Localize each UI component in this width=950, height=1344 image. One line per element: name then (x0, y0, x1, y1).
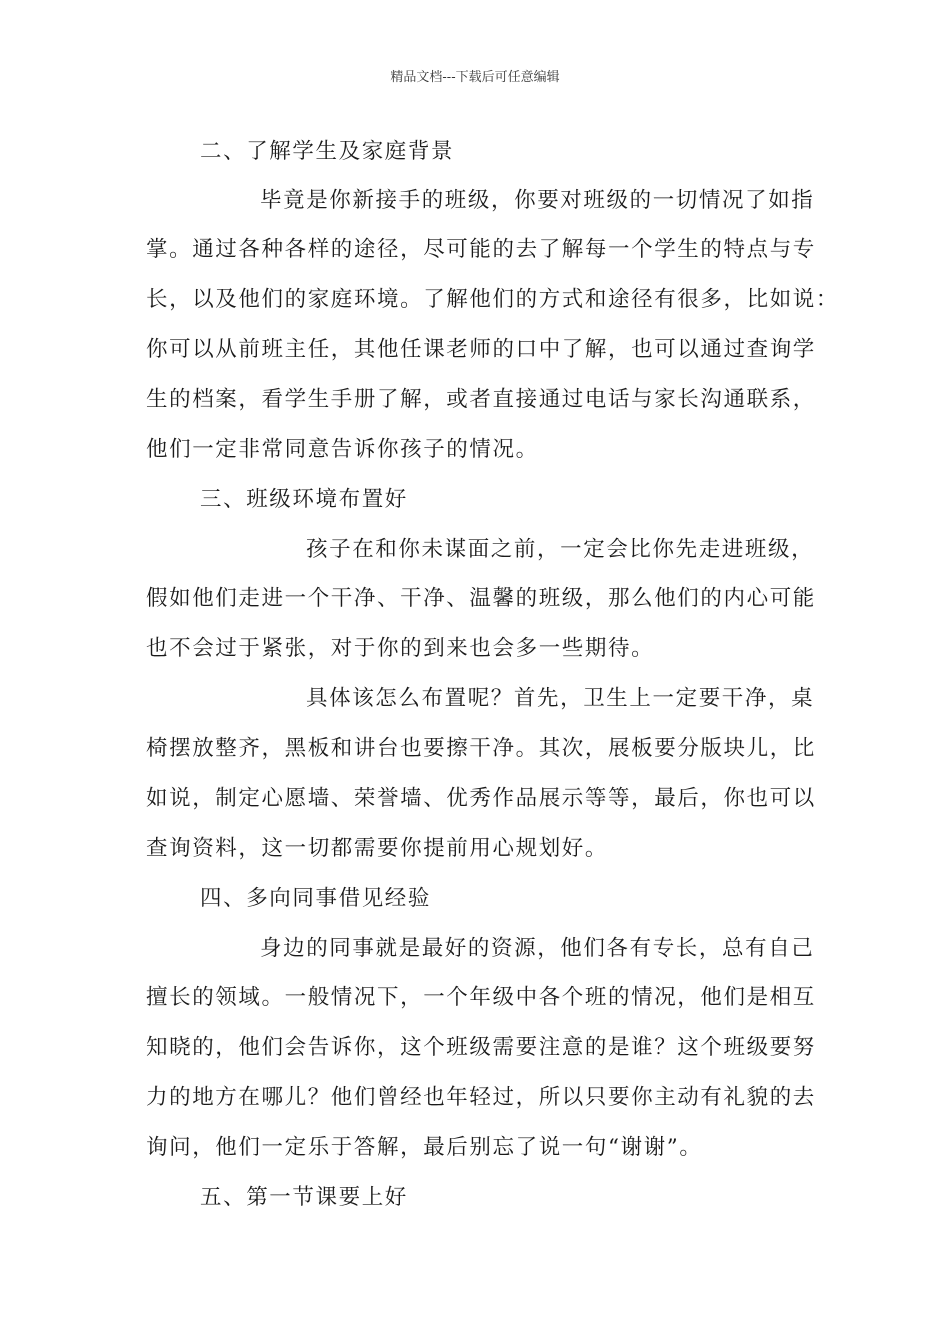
page-header: 精品文档---下载后可任意编辑 (390, 70, 560, 85)
paragraph-line: 力的地方在哪儿？他们曾经也年轻过，所以只要你主动有礼貌的去 (146, 1085, 816, 1110)
paragraph-line: 如说，制定心愿墙、荣誉墙、优秀作品展示等等，最后，你也可以 (146, 786, 816, 811)
paragraph-line: 也不会过于紧张，对于你的到来也会多一些期待。 (146, 636, 655, 661)
paragraph-line: 长，以及他们的家庭环境。了解他们的方式和途径有很多，比如说： (146, 287, 840, 312)
paragraph-line: 掌。通过各种各样的途径，尽可能的去了解每一个学生的特点与专 (146, 237, 816, 262)
paragraph-line: 生的档案，看学生手册了解，或者直接通过电话与家长沟通联系， (146, 387, 816, 412)
paragraph-line: 擅长的领域。一般情况下，一个年级中各个班的情况，他们是相互 (146, 985, 816, 1010)
paragraph-line: 假如他们走进一个干净、干净、温馨的班级，那么他们的内心可能 (146, 586, 816, 611)
paragraph-line: 查询资料，这一切都需要你提前用心规划好。 (146, 836, 609, 861)
paragraph-line: 椅摆放整齐，黑板和讲台也要擦干净。其次，展板要分版块儿，比 (146, 736, 816, 761)
paragraph-line: 你可以从前班主任，其他任课老师的口中了解，也可以通过查询学 (146, 337, 816, 362)
paragraph-line: 他们一定非常同意告诉你孩子的情况。 (146, 437, 539, 462)
section-heading-3: 三、班级环境布置好 (200, 487, 408, 512)
section-heading-2: 二、了解学生及家庭背景 (200, 139, 455, 164)
paragraph-line: 身边的同事就是最好的资源，他们各有专长，总有自己 (260, 936, 815, 961)
paragraph-line: 具体该怎么布置呢？首先，卫生上一定要干净，桌 (306, 686, 815, 711)
section-heading-4: 四、多向同事借见经验 (200, 886, 432, 911)
paragraph-line: 毕竟是你新接手的班级，你要对班级的一切情况了如指 (260, 188, 815, 213)
paragraph-line: 询问，他们一定乐于答解，最后别忘了说一句“谢谢”。 (146, 1135, 703, 1160)
paragraph-line: 孩子在和你未谋面之前，一定会比你先走进班级， (306, 537, 815, 562)
paragraph-line: 知晓的，他们会告诉你，这个班级需要注意的是谁？这个班级要努 (146, 1035, 816, 1060)
section-heading-5: 五、第一节课要上好 (200, 1185, 408, 1210)
